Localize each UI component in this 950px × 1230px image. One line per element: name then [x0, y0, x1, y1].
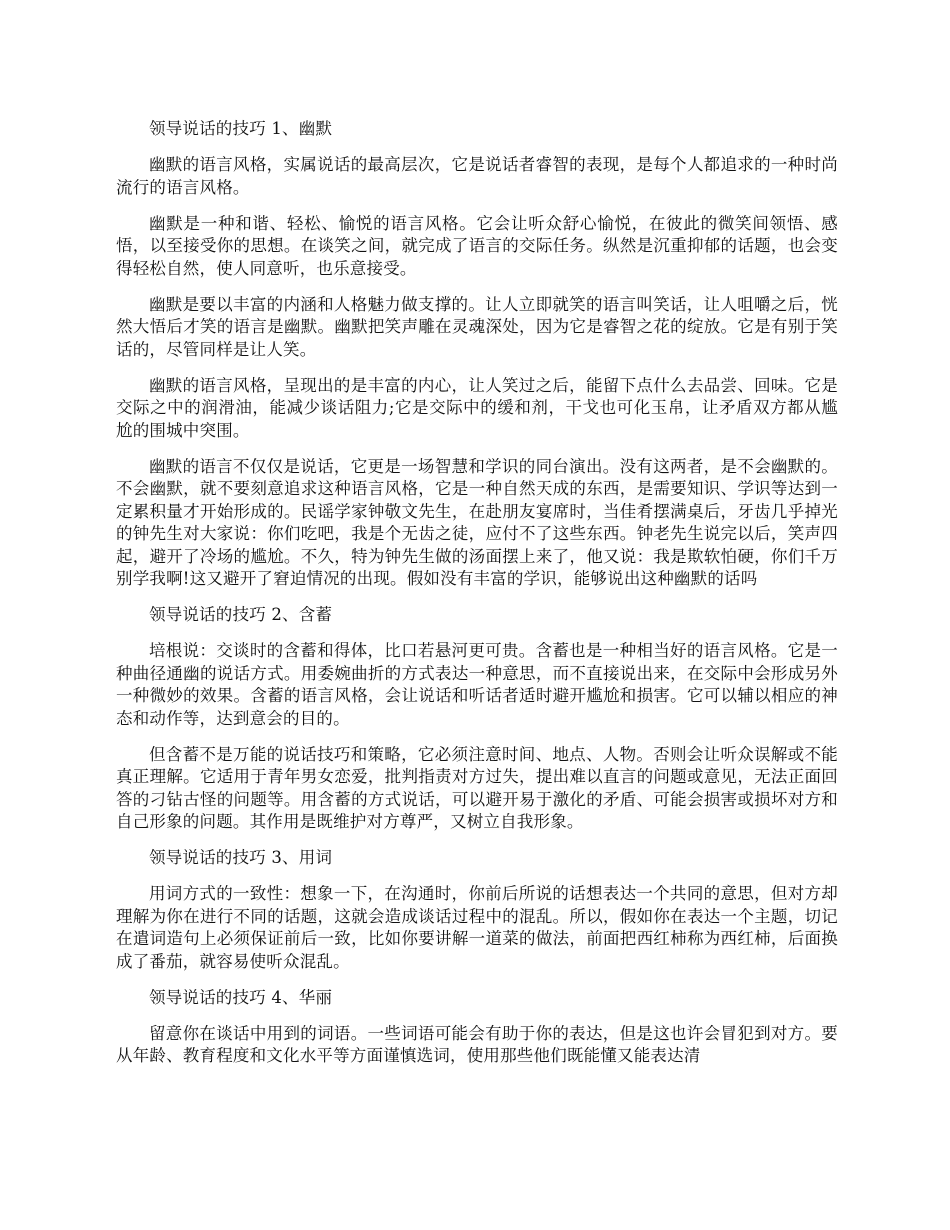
- paragraph: 幽默的语言风格，实属说话的最高层次，它是说话者睿智的表现，是每个人都追求的一种时尚流行的语言风格。: [116, 155, 838, 197]
- paragraph: 培根说：交谈时的含蓄和得体，比口若悬河更可贵。含蓄也是一种相当好的语言风格。它是一种曲径通幽的说话方式。用委婉曲折的方式表达一种意思，而不直接说出来，在交际中会形成另外一种微妙的效果。含蓄的语言风格，会让说话和听话者适时避开尴尬和损害。它可以辅以相应的神态和动作等，达到意会的目的。: [116, 641, 838, 728]
- paragraph: 但含蓄不是万能的说话技巧和策略，它必须注意时间、地点、人物。否则会让听众误解或不能真正理解。它适用于青年男女恋爱，批判指责对方过失，提出难以直言的问题或意见，无法正面回答的刁钻古怪的问题等。用含蓄的方式说话，可以避开易于激化的矛盾、可能会损害或损坏对方和自己形象的问题。其作用是既维护对方尊严，又树立自我形象。: [116, 744, 838, 831]
- paragraph: 幽默是要以丰富的内涵和人格魅力做支撑的。让人立即就笑的语言叫笑话，让人咀嚼之后，恍然大悟后才笑的语言是幽默。幽默把笑声雕在灵魂深处，因为它是睿智之花的绽放。它是有别于笑话的，尽管同样是让人笑。: [116, 294, 838, 359]
- paragraph: 用词方式的一致性：想象一下，在沟通时，你前后所说的话想表达一个共同的意思，但对方却理解为你在进行不同的话题，这就会造成谈话过程中的混乱。所以，假如你在表达一个主题，切记在遣词造句上必须保证前后一致，比如你要讲解一道菜的做法，前面把西红柿称为西红柿，后面换成了番茄，就容易使听众混乱。: [116, 884, 838, 971]
- paragraph: 幽默是一种和谐、轻松、愉悦的语言风格。它会让听众舒心愉悦，在彼此的微笑间领悟、感悟，以至接受你的思想。在谈笑之间，就完成了语言的交际任务。纵然是沉重抑郁的话题，也会变得轻松自然，使人同意听，也乐意接受。: [116, 213, 838, 278]
- section-heading-humor: 领导说话的技巧 1、幽默: [149, 119, 333, 138]
- section-heading-wording: 领导说话的技巧 3、用词: [149, 848, 333, 867]
- section-heading-elegance: 领导说话的技巧 4、华丽: [149, 987, 333, 1007]
- paragraph: 幽默的语言不仅仅是说话，它更是一场智慧和学识的同台演出。没有这两者，是不会幽默的。不会幽默，就不要刻意追求这种语言风格，它是一种自然天成的东西，是需要知识、学识等达到一定累积量才开始形成的。民谣学家钟敬文先生，在赴朋友宴席时，当佳肴摆满桌后，牙齿几乎掉光的钟先生对大家说：你们吃吧，我是个无齿之徒，应付不了这些东西。钟老先生说完以后，笑声四起，避开了冷场的尴尬。不久，特为钟先生做的汤面摆上来了，他又说：我是欺软怕硬，你们千万别学我啊!这又避开了窘迫情况的出现。假如没有丰富的学识，能够说出这种幽默的话吗: [116, 456, 838, 588]
- section-heading-implicit: 领导说话的技巧 2、含蓄: [149, 605, 333, 624]
- paragraph: 留意你在谈话中用到的词语。一些词语可能会有助于你的表达，但是这也许会冒犯到对方。要从年龄、教育程度和文化水平等方面谨慎选词，使用那些他们既能懂又能表达清: [116, 1023, 838, 1065]
- paragraph: 幽默的语言风格，呈现出的是丰富的内心，让人笑过之后，能留下点什么去品尝、回味。它是交际之中的润滑油，能减少谈话阻力;它是交际中的缓和剂，干戈也可化玉帛，让矛盾双方都从尴尬的围城中突围。: [116, 375, 838, 440]
